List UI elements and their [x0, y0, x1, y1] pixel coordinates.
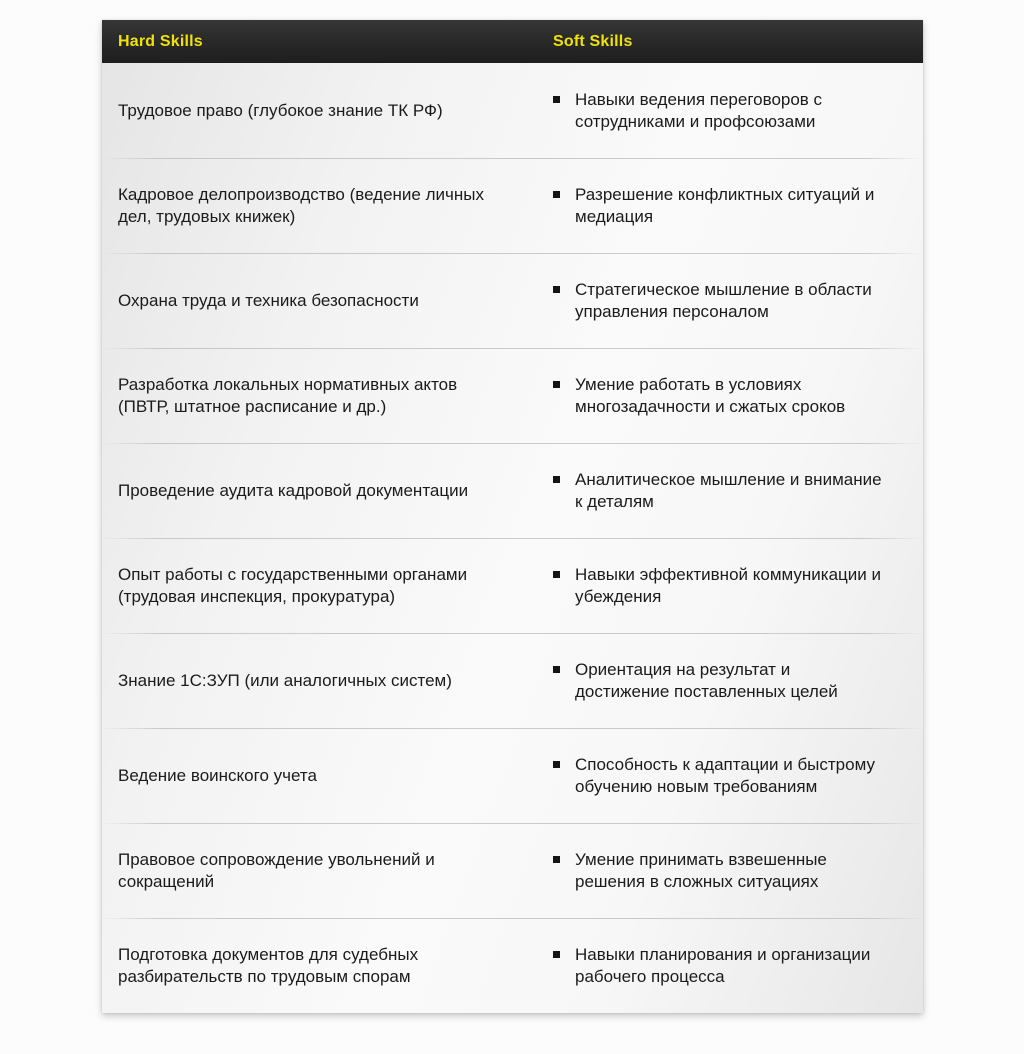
- soft-skill-text: Навыки эффективной коммуникации и убеждения: [575, 565, 881, 606]
- hard-skill-text: Правовое сопровождение увольнений и сокращений: [118, 850, 435, 891]
- hard-skill-cell: [102, 564, 536, 607]
- soft-skill-text: Ориентация на результат и достижение поставленных целей: [575, 660, 838, 701]
- soft-skill-text: Навыки ведения переговоров с сотрудниками и профсоюзами: [575, 90, 823, 131]
- soft-skill-text: Аналитическое мышление и внимание к деталям: [575, 470, 882, 511]
- hard-skill-text: Проведение аудита кадровой документации: [118, 480, 469, 500]
- bullet-square-icon: [553, 666, 560, 673]
- soft-skill-cell: [536, 89, 923, 132]
- soft-skill-text: Разрешение конфликтных ситуаций и медиация: [575, 185, 875, 226]
- hard-skill-cell: [102, 849, 536, 892]
- hard-skill-text: Кадровое делопроизводство (ведение личных дел, трудовых книжек): [118, 185, 484, 226]
- soft-skill-cell: [536, 469, 923, 512]
- soft-skill-cell: [536, 374, 923, 417]
- hard-skill-cell: [102, 670, 536, 691]
- column-header-hard-skills: Hard Skills: [118, 32, 203, 50]
- soft-skill-text: Способность к адаптации и быстрому обучению новым требованиям: [575, 755, 875, 796]
- table-row: [102, 253, 923, 348]
- bullet-square-icon: [553, 476, 560, 483]
- table-row: [102, 633, 923, 728]
- hard-skill-cell: [102, 184, 536, 227]
- hard-skill-cell: [102, 290, 536, 311]
- column-header-soft-skills: Soft Skills: [553, 32, 633, 50]
- table-row: [102, 158, 923, 253]
- hard-skill-cell: [102, 374, 536, 417]
- table-row: [102, 823, 923, 918]
- soft-skill-cell: [536, 754, 923, 797]
- soft-skill-cell: [536, 564, 923, 607]
- bullet-square-icon: [553, 96, 560, 103]
- soft-skill-cell: [536, 279, 923, 322]
- soft-skill-cell: [536, 849, 923, 892]
- hard-skill-cell: [102, 765, 536, 786]
- hard-skill-text: Знание 1С:ЗУП (или аналогичных систем): [118, 670, 452, 690]
- table-row: [102, 728, 923, 823]
- soft-skill-text: Стратегическое мышление в области управления персоналом: [575, 280, 872, 321]
- hard-skill-text: Ведение воинского учета: [118, 765, 317, 785]
- hard-skill-cell: [102, 100, 536, 121]
- table-body: [102, 63, 923, 1013]
- soft-skill-text: Навыки планирования и организации рабочего процесса: [575, 945, 871, 986]
- bullet-square-icon: [553, 856, 560, 863]
- bullet-square-icon: [553, 951, 560, 958]
- bullet-square-icon: [553, 286, 560, 293]
- table-header-row: [102, 20, 923, 63]
- soft-skill-cell: [536, 944, 923, 987]
- hard-skill-text: Разработка локальных нормативных актов (ПВТР, штатное расписание и др.): [118, 375, 458, 416]
- hard-skill-text: Подготовка документов для судебных разбирательств по трудовым спорам: [118, 945, 419, 986]
- bullet-square-icon: [553, 381, 560, 388]
- table-row: [102, 443, 923, 538]
- table-row: [102, 538, 923, 633]
- bullet-square-icon: [553, 191, 560, 198]
- hard-skill-text: Трудовое право (глубокое знание ТК РФ): [118, 100, 443, 120]
- hard-skill-text: Охрана труда и техника безопасности: [118, 290, 419, 310]
- hard-skill-cell: [102, 480, 536, 501]
- soft-skill-cell: [536, 659, 923, 702]
- hard-skill-text: Опыт работы с государственными органами (трудовая инспекция, прокуратура): [118, 565, 468, 606]
- table-row: [102, 348, 923, 443]
- bullet-square-icon: [553, 761, 560, 768]
- table-row: [102, 918, 923, 1013]
- table-row: [102, 63, 923, 158]
- bullet-square-icon: [553, 571, 560, 578]
- soft-skill-cell: [536, 184, 923, 227]
- hard-skill-cell: [102, 944, 536, 987]
- soft-skill-text: Умение работать в условиях многозадачности и сжатых сроков: [575, 375, 846, 416]
- skills-comparison-table: [102, 20, 923, 1013]
- soft-skill-text: Умение принимать взвешенные решения в сложных ситуациях: [575, 850, 827, 891]
